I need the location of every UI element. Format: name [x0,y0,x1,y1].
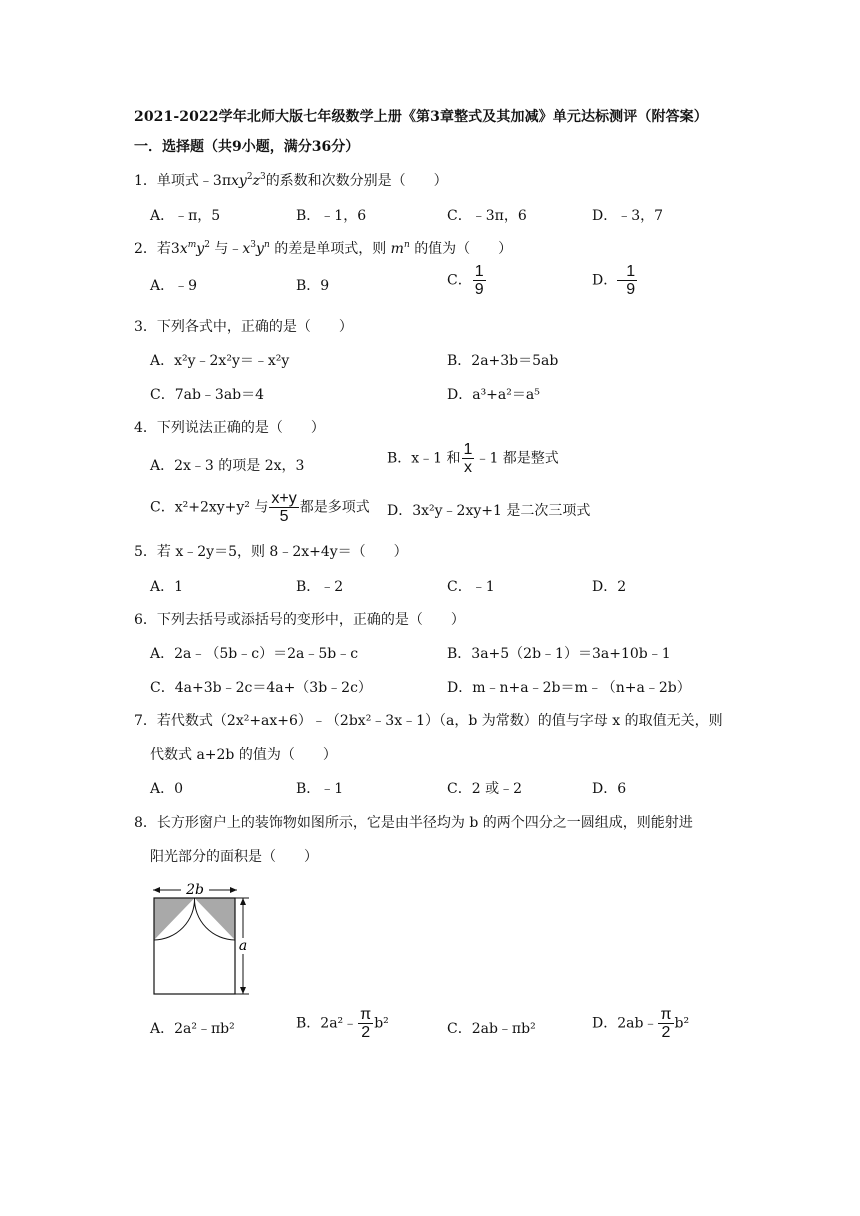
q1-stem-post: 的系数和次数分别是（ ） [265,173,448,189]
q8-option-c: C．2ab﹣πb² [447,1021,536,1037]
q7-option-b: B．﹣1 [296,781,344,797]
q4-option-a: A．2x﹣3 的项是 2x，3 [150,458,305,474]
q2-option-d-fraction [624,263,637,298]
fraction-denominator: 9 [474,281,484,298]
q7-option-d: D．6 [592,781,627,797]
q5-option-d: D．2 [592,579,627,595]
arrow-down-icon [240,987,246,994]
q2-stem-pre: 2．若3 [134,241,180,257]
fraction-numerator: x+y [271,490,297,507]
fraction-numerator: π [360,1006,372,1023]
q1-option-d: D．﹣3，7 [592,208,664,224]
q4-option-b [387,441,559,476]
q1-option-a: A．﹣π，5 [150,208,221,224]
q8-option-d [592,1006,689,1041]
fraction-denominator: 2 [661,1024,671,1041]
question-2-stem: 2．若$3x^my^2$ 与$﹣x^3y^n$ 的差是单项式，则 $m^n$ 的值为（ ） [134,240,513,257]
question-6-stem: 6．下列去括号或添括号的变形中，正确的是（ ） [134,612,465,628]
question-1-stem: 1．单项式$﹣3\pi xy^2z^3$的系数和次数分别是（ ） [134,172,448,189]
q4-option-b-fraction [462,441,475,476]
q2-stem-post: 的值为（ ） [414,241,513,257]
q2-stem-mid1: 与﹣ [214,241,243,257]
q4-option-c-post: 都是多项式 [299,499,370,516]
q3-option-b: B．2a+3b＝5ab [447,353,559,369]
section-heading: 一．选择题（共9小题，满分36分） [134,139,360,155]
question-4-stem: 4．下列说法正确的是（ ） [134,420,325,436]
q7-option-a: A．0 [150,781,184,797]
fraction-denominator: 2 [361,1024,371,1041]
q8-option-b-pre: B．2a²﹣ [296,1015,358,1032]
q4-option-d: D．3x²y﹣2xy+1 是二次三项式 [387,503,591,519]
q1-option-b: B．﹣1，6 [296,208,367,224]
q5-option-b: B．﹣2 [296,579,344,595]
fraction-numerator: 1 [474,263,484,280]
fraction-numerator: 1 [626,263,636,280]
fraction-denominator: 9 [626,281,636,298]
q6-option-d: D．m﹣n+a﹣2b＝m﹣（n+a﹣2b） [447,680,691,696]
question-8-stem-line1: 8．长方形窗户上的装饰物如图所示，它是由半径均为 b 的两个四分之一圆组成，则能射进 [134,815,693,831]
q8-option-b-fraction [358,1006,373,1041]
q2-stem-mid2: 的差是单项式，则 [274,241,387,257]
q5-option-a: A．1 [150,579,184,595]
q7-option-c: C．2 或﹣2 [447,781,522,797]
question-8-stem-line2: 阳光部分的面积是（ ） [150,849,318,865]
q4-option-b-post: ﹣1 都是整式 [475,450,559,467]
q1-option-c: C．﹣3π，6 [447,208,527,224]
q2-option-c-label: C． [447,272,472,289]
q6-option-c: C．4a+3b﹣2c＝4a+（3b﹣2c） [150,680,372,696]
q3-option-d: D．a³+a²＝a⁵ [447,387,540,403]
q6-option-a: A．2a﹣（5b﹣c）＝2a﹣5b﹣c [150,646,359,662]
document-title: 2021-2022学年北师大版七年级数学上册《第3章整式及其加减》单元达标测评（附答案） [134,109,708,125]
question-7-stem-line1: 7．若代数式（2x²+ax+6）﹣（2bx²﹣3x﹣1）（a，b 为常数）的值与字母 x 的取值无关，则 [134,713,723,729]
q2-option-d-label: D． [592,272,618,289]
q4-option-b-pre: B．x﹣1 和 [387,450,461,467]
q2-option-a: A．﹣9 [150,278,198,294]
question-3-stem: 3．下列各式中，正确的是（ ） [134,319,353,335]
width-label: 2b [186,882,204,898]
question-7-stem-line2: 代数式 a+2b 的值为（ ） [150,747,337,763]
q1-stem-pre: 1．单项式﹣3π [134,173,232,189]
q4-option-c [150,490,370,525]
q3-option-c: C．7ab﹣3ab＝4 [150,387,265,403]
q8-option-d-fraction [658,1006,673,1041]
q4-option-c-pre: C．x²+2xy+y² 与 [150,499,269,516]
q4-option-c-fraction [269,490,298,525]
question-5-stem: 5．若 x﹣2y＝5，则 8﹣2x+4y＝（ ） [134,544,408,560]
window-figure [145,876,255,1000]
q3-option-a: A．x²y﹣2x²y＝﹣x²y [150,353,290,369]
fraction-denominator: x [464,459,472,476]
q8-option-d-pre: D．2ab﹣ [592,1015,658,1032]
height-label: a [238,938,248,954]
fraction-numerator: 1 [463,441,473,458]
fraction-numerator: π [660,1006,672,1023]
q8-option-b-post: b² [374,1015,389,1032]
q2-option-c [447,263,487,298]
arrow-right-icon [230,887,237,893]
fraction-denominator: 5 [279,508,289,525]
q6-option-b: B．3a+5（2b﹣1）＝3a+10b﹣1 [447,646,671,662]
q2-option-b: B．9 [296,278,330,294]
arrow-up-icon [240,898,246,905]
q2-option-d [592,263,638,298]
arrow-left-icon [153,887,160,893]
q5-option-c: C．﹣1 [447,579,495,595]
q2-option-c-fraction [473,263,486,298]
q8-option-b [296,1006,389,1041]
q8-option-d-post: b² [674,1015,690,1032]
q8-option-a: A．2a²﹣πb² [150,1021,235,1037]
